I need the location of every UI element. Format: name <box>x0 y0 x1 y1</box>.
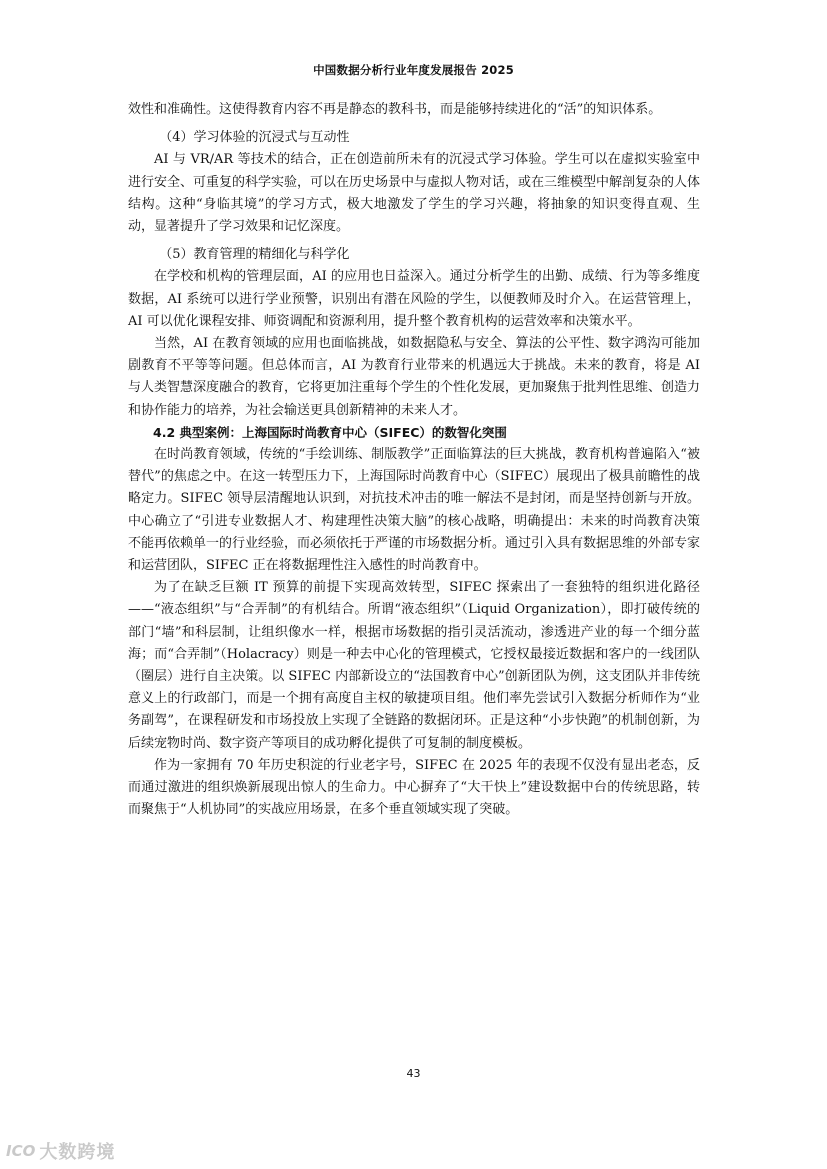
paragraph: 在时尚教育领域，传统的“手绘训练、制版教学”正面临算法的巨大挑战，教育机构普遍陷入“被替代”的焦虑之中。在这一转型压力下，上海国际时尚教育中心（SIFEC）展现出了极具前瞻性的战略定力。SIFEC 领导层清醒地认识到，对抗技术冲击的唯一解法不是封闭，而是坚持创新与开放。中心确立了“引进专业数据人才、构建理性决策大脑”的核心战略，明确提出：未来的时尚教育决策不能再依赖单一的行业经验，而必须依托于严谨的市场数据分析。通过引入具有数据思维的外部专家和运营团队，SIFEC 正在将数据理性注入感性的时尚教育中。 <box>128 447 701 574</box>
watermark <box>6 1138 115 1164</box>
subheading-immersive-learning: （4）学习体验的沉浸式与互动性 <box>159 130 350 146</box>
watermark-logo-icon: ICO <box>6 1142 36 1160</box>
paragraph: AI 与 VR/AR 等技术的结合，正在创造前所未有的沉浸式学习体验。学生可以在虚拟实验室中进行安全、可重复的科学实验，可以在历史场景中与虚拟人物对话，或在三维模型中解剖复杂的人体结构。这种“身临其境”的学习方式，极大地激发了学生的学习兴趣，将抽象的知识变得直观、生动，显著提升了学习效果和记忆深度。 <box>128 152 701 235</box>
paragraph-continuation: 效性和准确性。这使得教育内容不再是静态的教科书，而是能够持续进化的“活”的知识体系。 <box>128 102 662 117</box>
page-number: 43 <box>406 1067 421 1080</box>
page-body <box>128 99 700 822</box>
paragraph: 为了在缺乏巨额 IT 预算的前提下实现高效转型，SIFEC 探索出了一套独特的组织进化路径——“液态组织”与“合弄制”的有机结合。所谓“液态组织”（Liquid Organization），即打破传统的部门“墙”和科层制，让组织像水一样，根据市场数据的指引灵活流动，渗透进产业的每一个细分蓝海；而“合弄制”（Holacracy）则是一种去中心化的管理模式，它授权最接近数据和客户的一线团队（圈层）进行自主决策。以 SIFEC 内部新设立的“法国教育中心”创新团队为例，这支团队并非传统意义上的行政部门，而是一个拥有高度自主权的敏捷项目组。他们率先尝试引入数据分析师作为“业务副驾”，在课程研发和市场投放上实现了全链路的数据闭环。正是这种“小步快跑”的机制创新，为后续宠物时尚、数字资产等项目的成功孵化提供了可复制的制度模板。 <box>128 580 700 751</box>
paragraph: 当然，AI 在教育领域的应用也面临挑战，如数据隐私与安全、算法的公平性、数字鸿沟可能加剧教育不平等等问题。但总体而言，AI 为教育行业带来的机遇远大于挑战。未来的教育，将是 AI 与人类智慧深度融合的教育，它将更加注重每个学生的个性化发展，更加聚焦于批判性思维、创造力和协作能力的培养，为社会输送更具创新精神的未来人才。 <box>128 336 701 418</box>
paragraph: 在学校和机构的管理层面，AI 的应用也日益深入。通过分析学生的出勤、成绩、行为等多维度数据，AI 系统可以进行学业预警，识别出有潜在风险的学生，以便教师及时介入。在运营管理上，AI 可以优化课程安排、师资调配和资源利用，提升整个教育机构的运营效率和决策水平。 <box>128 269 700 329</box>
paragraph: 作为一家拥有 70 年历史积淀的行业老字号，SIFEC 在 2025 年的表现不仅没有显出老态，反而通过激进的组织焕新展现出惊人的生命力。中心摒弃了“大干快上”建设数据中台的传统思路，转而聚焦于“人机协同”的实战应用场景，在多个垂直领域实现了突破。 <box>128 757 700 818</box>
running-header: 中国数据分析行业年度发展报告 2025 <box>313 63 514 77</box>
subheading-education-management: （5）教育管理的精细化与科学化 <box>159 247 350 263</box>
watermark-text: 大数跨境 <box>39 1142 116 1163</box>
section-heading: 4.2 典型案例：上海国际时尚教育中心（SIFEC）的数智化突围 <box>153 424 507 440</box>
